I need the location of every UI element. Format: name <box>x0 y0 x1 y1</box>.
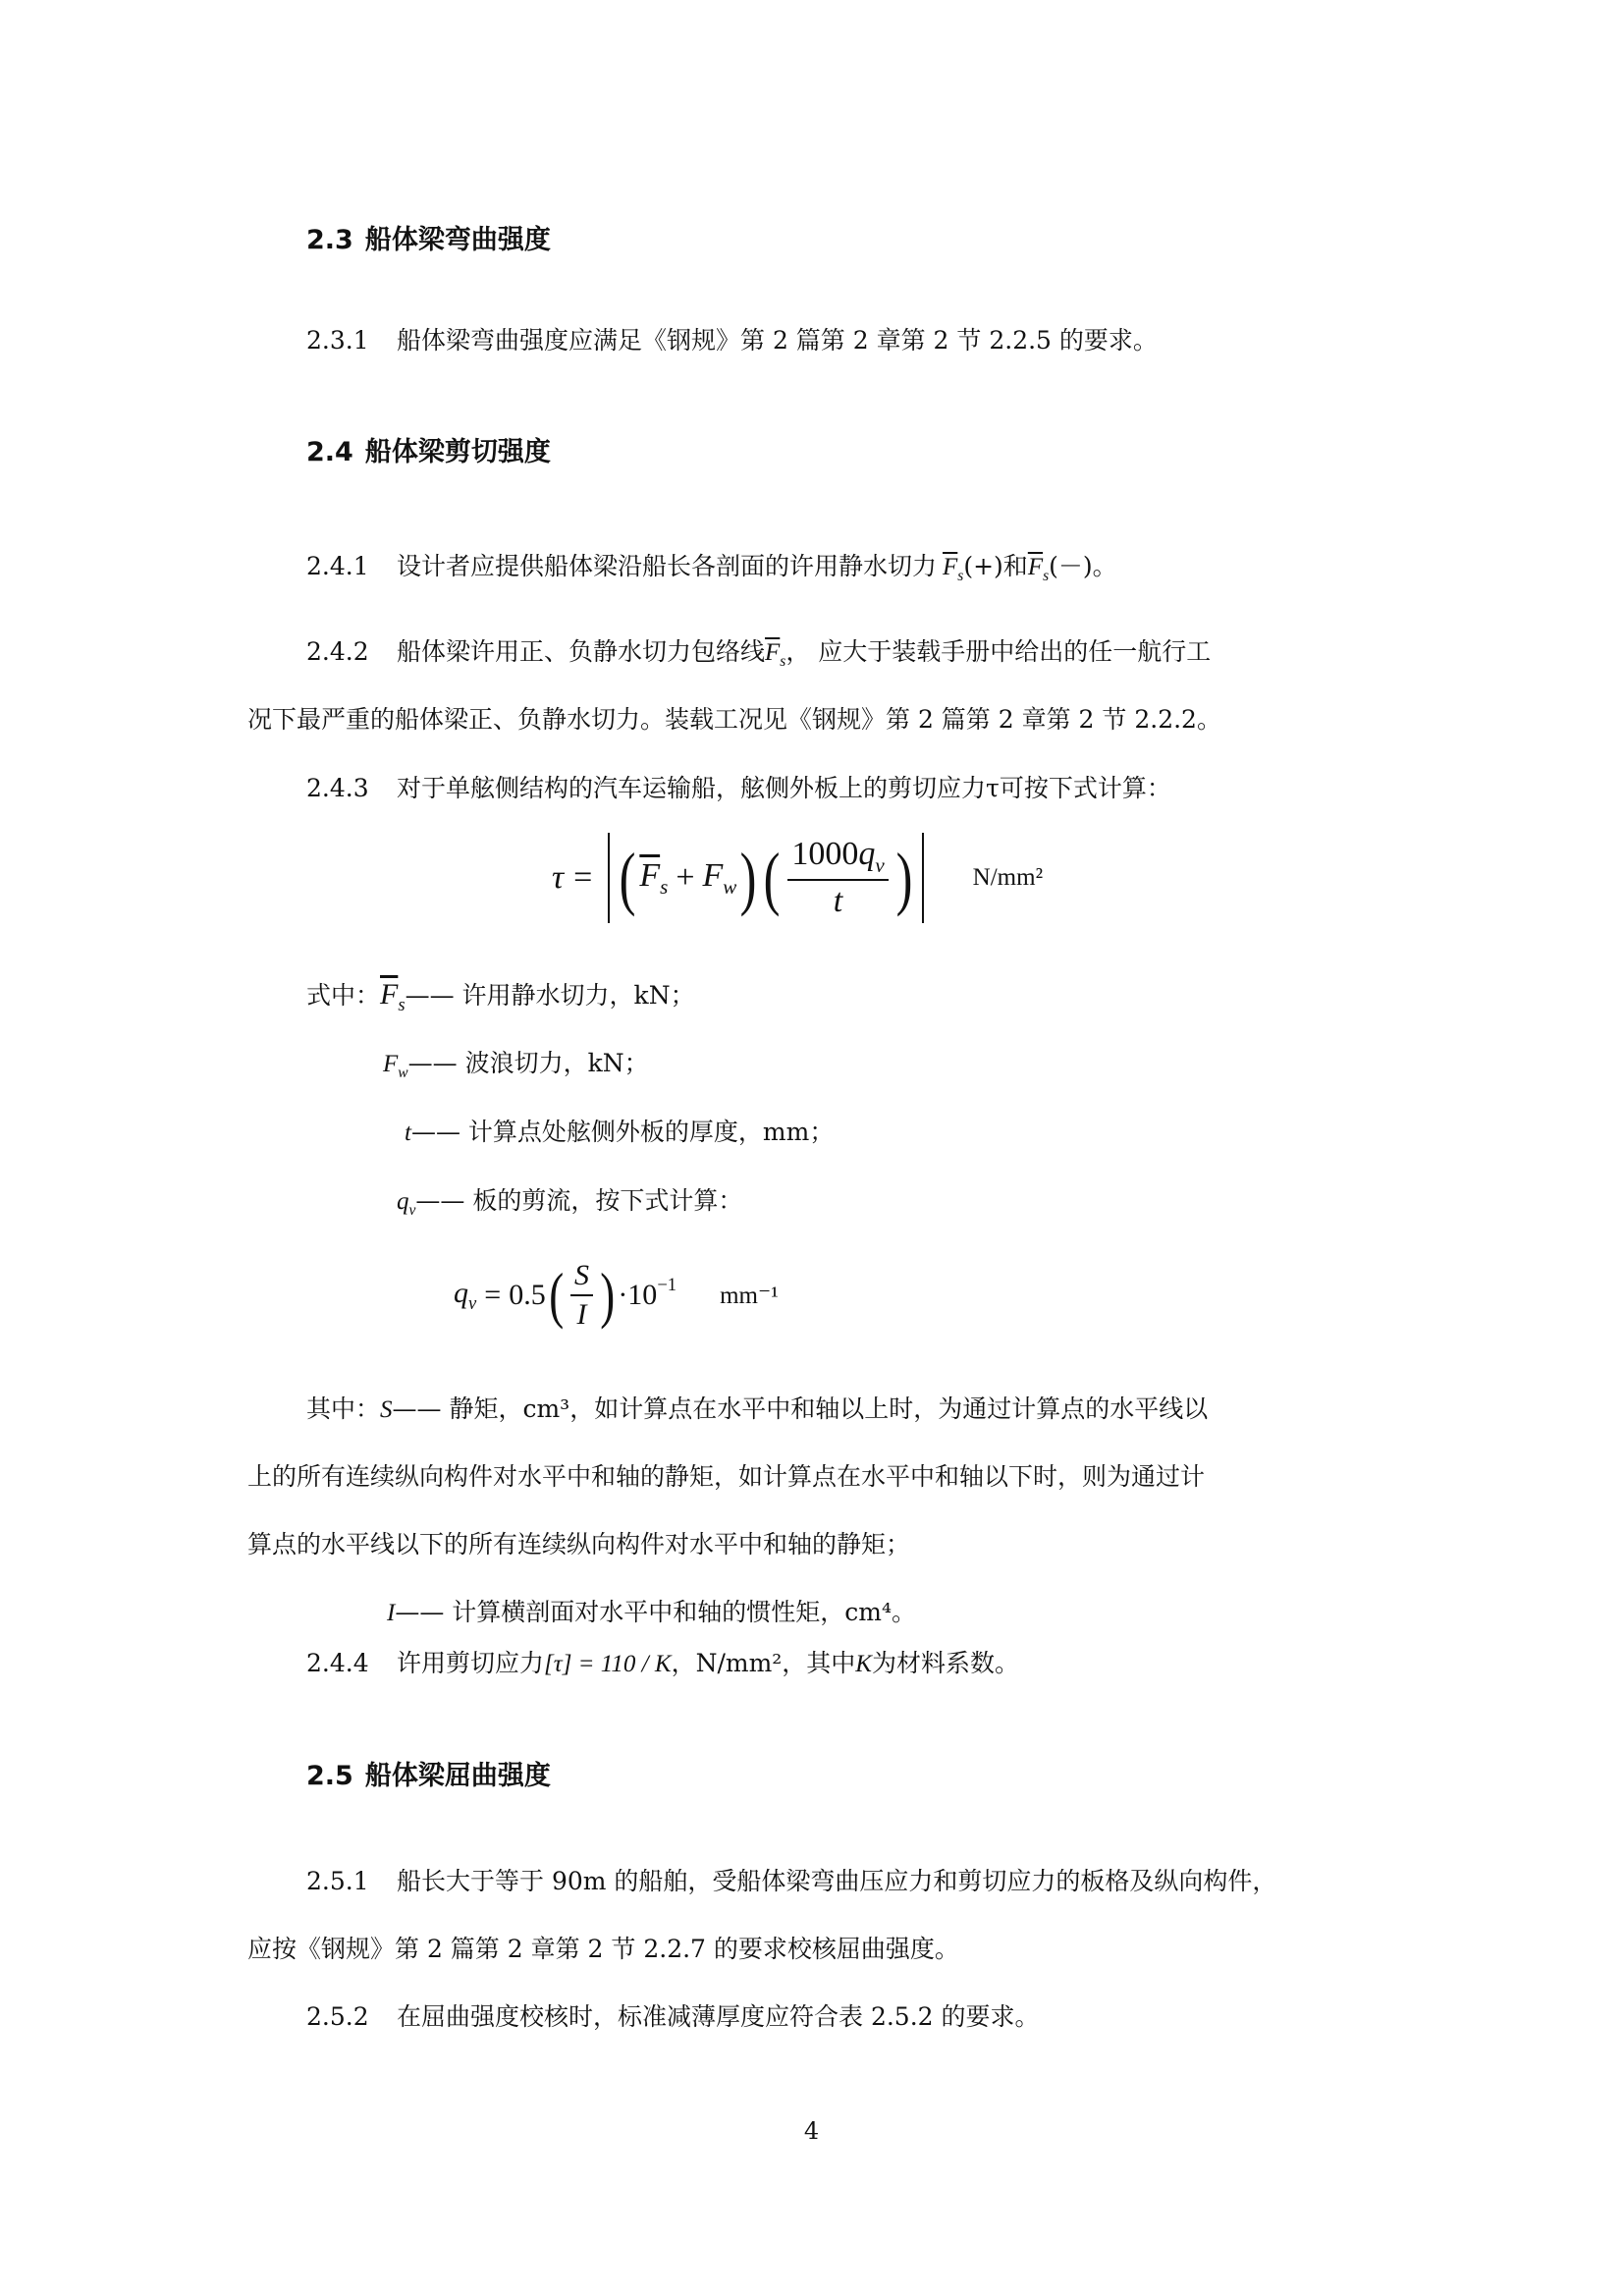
where-s-line2: 上的所有连续纵向构件对水平中和轴的静矩，如计算点在水平中和轴以下时，则为通过计 <box>247 1462 1206 1491</box>
page-number: 4 <box>803 2117 820 2145</box>
section-heading-2-5: 2.5 船体梁屈曲强度 <box>306 1761 551 1791</box>
clause-2-5-1-line2: 应按《钢规》第 2 篇第 2 章第 2 节 2.2.7 的要求校核屈曲强度。 <box>247 1935 959 1963</box>
clause-2-5-1: 2.5.1 船长大于等于 90m 的船舶，受船体梁弯曲压应力和剪切应力的板格及纵向构件， <box>306 1867 1277 1895</box>
clause-2-4-1: 2.4.1 设计者应提供船体梁沿船长各剖面的许用静水切力 $\overline{F}_s(+)$和$\overline{F}_s(-)$。 <box>306 552 1117 584</box>
def-fs: 式中：$\overline{F}_s——$ 许用静水切力，kN； <box>306 978 695 1015</box>
def-fw: $F_w——$ 波浪切力，kN； <box>383 1049 649 1081</box>
clause-2-4-2: 2.4.2 船体梁许用正、负静水切力包络线$\overline{F}_s$， 应大于装载手册中给出的任一航行工 <box>306 637 1212 670</box>
fraction-s-over-i: $\frac{S}{I}$ <box>570 1259 593 1332</box>
clause-2-4-4: 2.4.4 许用剪切应力[τ] = 110 / K，N/mm²，其中K为材料系数。 <box>306 1649 1019 1677</box>
clause-2-3-1: 2.3.1 船体梁弯曲强度应满足《钢规》第 2 篇第 2 章第 2 节 2.2.5 的要求。 <box>306 326 1158 355</box>
fraction-1000qv-over-t: $\frac{1000q_v}{t}$ <box>787 836 888 921</box>
where-s-line1: 其中：S—— 静矩，cm³，如计算点在水平中和轴以上时，为通过计算点的水平线以 <box>306 1394 1209 1423</box>
where-i: I—— 计算横剖面对水平中和轴的惯性矩，cm⁴。 <box>387 1598 917 1626</box>
where-s-line3: 算点的水平线以下的所有连续纵向构件对水平中和轴的静矩； <box>247 1530 911 1558</box>
def-qv: $q_v——$ 板的剪流，按下式计算： <box>397 1186 743 1219</box>
clause-2-4-2-line2: 况下最严重的船体梁正、负静水切力。装载工况见《钢规》第 2 篇第 2 章第 2 节 2.2.2。 <box>247 705 1221 734</box>
def-t: t—— 计算点处舷侧外板的厚度，mm； <box>405 1118 835 1146</box>
section-heading-2-4: 2.4 船体梁剪切强度 <box>306 437 551 467</box>
formula-shear-flow: $q_v$ = 0.5 ( $\frac{S}{I}$ ) ·10 $^{-1}$ mm⁻¹ <box>454 1259 779 1331</box>
clause-2-4-3: 2.4.3 对于单舷侧结构的汽车运输船，舷侧外板上的剪切应力τ可按下式计算： <box>306 774 1171 802</box>
clause-2-5-2: 2.5.2 在屈曲强度校核时，标准减薄厚度应符合表 2.5.2 的要求。 <box>306 2002 1040 2031</box>
section-heading-2-3: 2.3 船体梁弯曲强度 <box>306 225 551 255</box>
formula-shear-stress: τ = ( $\overline{F}_s$ + $F_w$ ) ( $\frac{1000q_v}{t}$ ) N/mm² <box>552 833 1043 923</box>
